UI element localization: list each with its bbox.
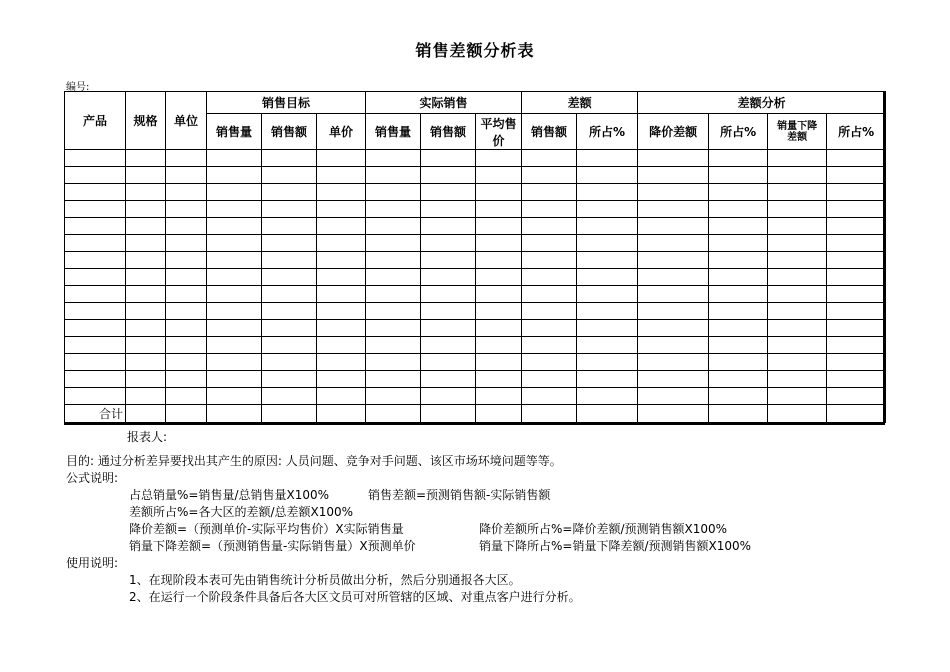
- table-cell: [421, 235, 476, 252]
- table-cell: [638, 252, 709, 269]
- total-label: 合计: [65, 405, 126, 423]
- table-cell: [421, 167, 476, 184]
- table-cell: [421, 405, 476, 423]
- table-cell: [65, 371, 126, 388]
- table-cell: [577, 150, 638, 167]
- table-cell: [317, 320, 366, 337]
- table-cell: [366, 218, 421, 235]
- table-cell: [166, 337, 207, 354]
- table-cell: [366, 388, 421, 405]
- table-cell: [126, 405, 166, 423]
- table-cell: [126, 201, 166, 218]
- table-cell: [421, 354, 476, 371]
- table-cell: [126, 269, 166, 286]
- table-cell: [317, 303, 366, 320]
- table-cell: [522, 354, 577, 371]
- table-cell: [476, 150, 522, 167]
- table-cell: [522, 303, 577, 320]
- table-cell: [317, 252, 366, 269]
- purpose-text: 目的: 通过分析差异要找出其产生的原因: 人员问题、竞争对手问题、该区市场环境问题等等。: [66, 454, 562, 468]
- table-cell: [317, 184, 366, 201]
- table-cell: [638, 354, 709, 371]
- header-actual-qty: 销售量: [366, 114, 421, 150]
- table-cell: [638, 405, 709, 423]
- table-cell: [522, 320, 577, 337]
- table-cell: [768, 303, 827, 320]
- table-cell: [522, 201, 577, 218]
- table-cell: [366, 184, 421, 201]
- header-qty-drop-diff: 销量下降差额: [768, 114, 827, 150]
- table-cell: [317, 405, 366, 423]
- header-diff-share: 所占%: [577, 114, 638, 150]
- table-cell: [476, 218, 522, 235]
- table-cell: [827, 320, 886, 337]
- table-cell: [126, 320, 166, 337]
- table-cell: [366, 405, 421, 423]
- table-cell: [476, 201, 522, 218]
- table-cell: [476, 269, 522, 286]
- table-cell: [577, 269, 638, 286]
- page-title: 销售差额分析表: [415, 41, 535, 60]
- table-cell: [262, 371, 317, 388]
- table-cell: [262, 167, 317, 184]
- table-cell: [577, 218, 638, 235]
- table-cell: [768, 184, 827, 201]
- table-cell: [421, 252, 476, 269]
- table-row: [65, 388, 886, 405]
- table-cell: [421, 303, 476, 320]
- table-cell: [317, 218, 366, 235]
- table-cell: [65, 167, 126, 184]
- table-cell: [366, 286, 421, 303]
- table-cell: [768, 201, 827, 218]
- table-cell: [207, 354, 262, 371]
- table-cell: [366, 354, 421, 371]
- table-cell: [827, 235, 886, 252]
- table-cell: [476, 405, 522, 423]
- table-cell: [476, 286, 522, 303]
- table-cell: [207, 405, 262, 423]
- table-cell: [366, 167, 421, 184]
- header-target-price: 单价: [317, 114, 366, 150]
- table-cell: [366, 337, 421, 354]
- table-cell: [827, 388, 886, 405]
- table-cell: [207, 218, 262, 235]
- table-cell: [366, 371, 421, 388]
- table-cell: [262, 405, 317, 423]
- formula-title: 公式说明:: [66, 471, 119, 485]
- table-cell: [366, 303, 421, 320]
- table-cell: [166, 371, 207, 388]
- table-row: [65, 371, 886, 388]
- table-cell: [827, 167, 886, 184]
- table-cell: [522, 252, 577, 269]
- table-cell: [166, 286, 207, 303]
- table-cell: [207, 150, 262, 167]
- table-cell: [709, 218, 768, 235]
- table-cell: [577, 252, 638, 269]
- header-unit: 单位: [166, 92, 207, 150]
- table-cell: [65, 286, 126, 303]
- table-cell: [65, 235, 126, 252]
- table-cell: [207, 252, 262, 269]
- table-cell: [366, 201, 421, 218]
- usage-1: 1、在现阶段本表可先由销售统计分析员做出分析，然后分别通报各大区。: [129, 573, 521, 587]
- table-cell: [638, 303, 709, 320]
- table-cell: [638, 320, 709, 337]
- total-row: [65, 405, 886, 423]
- table-cell: [522, 150, 577, 167]
- table-cell: [522, 235, 577, 252]
- table-cell: [421, 184, 476, 201]
- table-cell: [827, 354, 886, 371]
- table-cell: [207, 337, 262, 354]
- table-cell: [317, 354, 366, 371]
- table-cell: [262, 320, 317, 337]
- table-row: [65, 235, 886, 252]
- table-row: [65, 201, 886, 218]
- table-cell: [522, 337, 577, 354]
- table-cell: [207, 286, 262, 303]
- formula-3a: 降价差额=（预测单价-实际平均售价）X实际销售量: [129, 522, 404, 536]
- serial-number-label: 编号:: [66, 82, 90, 93]
- table-cell: [262, 337, 317, 354]
- table-cell: [65, 184, 126, 201]
- table-cell: [522, 388, 577, 405]
- table-cell: [768, 320, 827, 337]
- table-cell: [476, 235, 522, 252]
- table-cell: [166, 252, 207, 269]
- table-cell: [421, 388, 476, 405]
- table-cell: [476, 354, 522, 371]
- table-row: [65, 218, 886, 235]
- table-cell: [768, 252, 827, 269]
- table-cell: [207, 371, 262, 388]
- table-cell: [262, 218, 317, 235]
- table-cell: [768, 388, 827, 405]
- table-cell: [768, 337, 827, 354]
- table-cell: [262, 184, 317, 201]
- table-cell: [522, 286, 577, 303]
- table-cell: [709, 354, 768, 371]
- table-cell: [421, 320, 476, 337]
- table-cell: [207, 167, 262, 184]
- table-cell: [577, 388, 638, 405]
- table-cell: [65, 201, 126, 218]
- table-cell: [166, 405, 207, 423]
- table-cell: [65, 354, 126, 371]
- table-cell: [709, 269, 768, 286]
- header-spec: 规格: [126, 92, 166, 150]
- table-cell: [207, 320, 262, 337]
- table-row: [65, 354, 886, 371]
- table-cell: [768, 286, 827, 303]
- table-cell: [709, 337, 768, 354]
- table-cell: [207, 269, 262, 286]
- table-cell: [577, 337, 638, 354]
- table-row: [65, 337, 886, 354]
- table-cell: [262, 150, 317, 167]
- table-cell: [262, 354, 317, 371]
- table-row: [65, 184, 886, 201]
- table-cell: [577, 184, 638, 201]
- table-cell: [317, 269, 366, 286]
- table-cell: [638, 269, 709, 286]
- table-cell: [126, 371, 166, 388]
- table-cell: [709, 167, 768, 184]
- table-cell: [166, 235, 207, 252]
- table-cell: [709, 201, 768, 218]
- table-cell: [421, 337, 476, 354]
- table-cell: [638, 388, 709, 405]
- table-cell: [317, 235, 366, 252]
- table-cell: [768, 354, 827, 371]
- table-cell: [166, 218, 207, 235]
- table-cell: [366, 235, 421, 252]
- table-cell: [366, 320, 421, 337]
- table-cell: [262, 201, 317, 218]
- table-cell: [65, 150, 126, 167]
- table-cell: [709, 235, 768, 252]
- table-cell: [709, 303, 768, 320]
- table-cell: [366, 150, 421, 167]
- table-row: [65, 150, 886, 167]
- header-price-drop-diff: 降价差额: [638, 114, 709, 150]
- table-cell: [827, 150, 886, 167]
- table-cell: [207, 388, 262, 405]
- table-cell: [638, 167, 709, 184]
- table-cell: [476, 337, 522, 354]
- table-cell: [638, 235, 709, 252]
- table-cell: [709, 371, 768, 388]
- table-cell: [768, 167, 827, 184]
- table-cell: [207, 303, 262, 320]
- table-cell: [317, 201, 366, 218]
- table-cell: [577, 303, 638, 320]
- table-cell: [166, 320, 207, 337]
- table-cell: [207, 184, 262, 201]
- table-cell: [522, 405, 577, 423]
- table-cell: [476, 303, 522, 320]
- header-target-amount: 销售额: [262, 114, 317, 150]
- formula-1a: 占总销量%=销售量/总销售量X100%: [129, 488, 330, 502]
- table-cell: [421, 201, 476, 218]
- table-cell: [126, 184, 166, 201]
- table-cell: [126, 218, 166, 235]
- table-cell: [577, 201, 638, 218]
- header-target-qty: 销售量: [207, 114, 262, 150]
- table-cell: [262, 303, 317, 320]
- table-cell: [126, 354, 166, 371]
- variance-analysis-table: [64, 91, 886, 423]
- table-cell: [827, 184, 886, 201]
- table-cell: [827, 286, 886, 303]
- table-cell: [421, 371, 476, 388]
- table-cell: [366, 269, 421, 286]
- formula-4a: 销量下降差额=（预测销售量-实际销售量）X预测单价: [129, 539, 416, 553]
- table-cell: [317, 167, 366, 184]
- table-cell: [65, 320, 126, 337]
- table-cell: [709, 286, 768, 303]
- table-cell: [126, 252, 166, 269]
- table-cell: [317, 150, 366, 167]
- table-cell: [126, 167, 166, 184]
- table-row: [65, 269, 886, 286]
- table-cell: [65, 303, 126, 320]
- table-cell: [262, 269, 317, 286]
- table-cell: [166, 201, 207, 218]
- table-cell: [709, 252, 768, 269]
- table-cell: [827, 371, 886, 388]
- table-cell: [166, 150, 207, 167]
- table-cell: [522, 184, 577, 201]
- reporter-label: 报表人:: [127, 430, 168, 444]
- table-cell: [476, 371, 522, 388]
- table-cell: [577, 320, 638, 337]
- table-cell: [827, 303, 886, 320]
- table-cell: [65, 337, 126, 354]
- table-cell: [709, 150, 768, 167]
- header-group-diff: 差额: [522, 92, 638, 114]
- table-cell: [476, 184, 522, 201]
- header-actual-avg-price: 平均售价: [476, 114, 522, 150]
- header-price-drop-share: 所占%: [709, 114, 768, 150]
- table-cell: [166, 303, 207, 320]
- header-group-analysis: 差额分析: [638, 92, 886, 114]
- table-cell: [366, 252, 421, 269]
- table-cell: [768, 235, 827, 252]
- formula-4b: 销量下降所占%=销量下降差额/预测销售额X100%: [479, 539, 752, 553]
- table-cell: [577, 235, 638, 252]
- table-cell: [577, 286, 638, 303]
- table-cell: [166, 184, 207, 201]
- table-cell: [65, 252, 126, 269]
- table-row: [65, 320, 886, 337]
- header-product: 产品: [65, 92, 126, 150]
- table-cell: [476, 252, 522, 269]
- table-cell: [827, 405, 886, 423]
- header-qty-drop-share: 所占%: [827, 114, 886, 150]
- table-cell: [126, 235, 166, 252]
- table-cell: [638, 337, 709, 354]
- table-cell: [476, 388, 522, 405]
- table-cell: [65, 218, 126, 235]
- table-cell: [126, 303, 166, 320]
- table-cell: [166, 388, 207, 405]
- table-cell: [709, 388, 768, 405]
- table-cell: [65, 269, 126, 286]
- table-row: [65, 303, 886, 320]
- table-cell: [522, 371, 577, 388]
- table-cell: [577, 405, 638, 423]
- table-cell: [476, 167, 522, 184]
- table-cell: [638, 218, 709, 235]
- header-group-target: 销售目标: [207, 92, 366, 114]
- table-cell: [317, 371, 366, 388]
- table-cell: [262, 286, 317, 303]
- table-cell: [166, 269, 207, 286]
- table-cell: [638, 286, 709, 303]
- table-cell: [476, 320, 522, 337]
- table-cell: [262, 252, 317, 269]
- header-diff-amount: 销售额: [522, 114, 577, 150]
- table-cell: [166, 354, 207, 371]
- header-actual-amount: 销售额: [421, 114, 476, 150]
- table-cell: [638, 150, 709, 167]
- header-group-actual: 实际销售: [366, 92, 522, 114]
- table-cell: [577, 167, 638, 184]
- table-cell: [709, 320, 768, 337]
- table-cell: [317, 337, 366, 354]
- table-cell: [522, 218, 577, 235]
- table-row: [65, 252, 886, 269]
- table-cell: [262, 388, 317, 405]
- table-cell: [638, 201, 709, 218]
- table-cell: [126, 337, 166, 354]
- formula-2: 差额所占%=各大区的差额/总差额X100%: [129, 505, 354, 519]
- table-cell: [317, 286, 366, 303]
- table-cell: [126, 286, 166, 303]
- table-cell: [421, 286, 476, 303]
- table-cell: [262, 235, 317, 252]
- table-cell: [827, 269, 886, 286]
- table-cell: [166, 167, 207, 184]
- table-cell: [768, 371, 827, 388]
- table-cell: [827, 337, 886, 354]
- formula-1b: 销售差额=预测销售额-实际销售额: [368, 488, 551, 502]
- usage-2: 2、在运行一个阶段条件具备后各大区文员可对所管辖的区域、对重点客户进行分析。: [129, 590, 581, 604]
- table-cell: [317, 388, 366, 405]
- table-cell: [768, 405, 827, 423]
- table-row: [65, 167, 886, 184]
- table-cell: [421, 218, 476, 235]
- table-cell: [768, 218, 827, 235]
- table-row: [65, 286, 886, 303]
- table-cell: [207, 201, 262, 218]
- table-cell: [421, 269, 476, 286]
- table-cell: [207, 235, 262, 252]
- table-cell: [827, 218, 886, 235]
- table-cell: [126, 388, 166, 405]
- table-cell: [709, 405, 768, 423]
- table-cell: [522, 269, 577, 286]
- table-cell: [65, 388, 126, 405]
- table-cell: [768, 269, 827, 286]
- usage-title: 使用说明:: [66, 556, 119, 570]
- table-cell: [638, 371, 709, 388]
- table-cell: [126, 150, 166, 167]
- table-cell: [638, 184, 709, 201]
- table-cell: [522, 167, 577, 184]
- table-cell: [577, 371, 638, 388]
- table-cell: [421, 150, 476, 167]
- table-cell: [768, 150, 827, 167]
- table-cell: [827, 201, 886, 218]
- table-cell: [827, 252, 886, 269]
- formula-3b: 降价差额所占%=降价差额/预测销售额X100%: [479, 522, 728, 536]
- table-cell: [577, 354, 638, 371]
- table-cell: [709, 184, 768, 201]
